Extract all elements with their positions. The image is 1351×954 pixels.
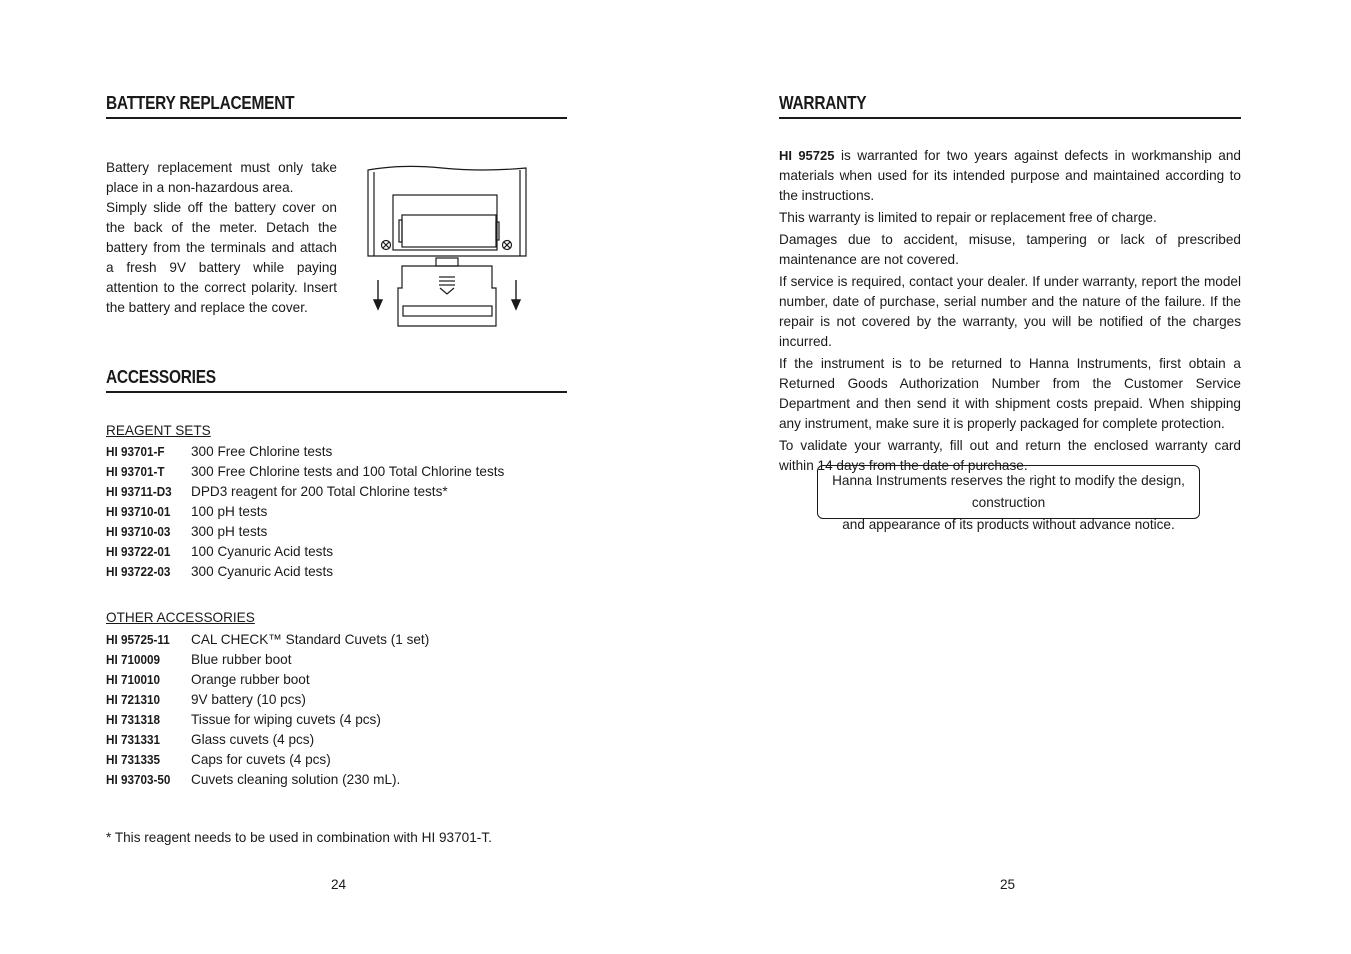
- warranty-paragraph-3: Damages due to accident, misuse, tampering or lack of prescribed maintenance are not covered.: [779, 232, 1241, 267]
- item-desc: DPD3 reagent for 200 Total Chlorine tests*: [191, 484, 448, 499]
- list-item: [106, 690, 429, 710]
- list-item: [106, 522, 504, 542]
- footnote: * This reagent needs to be used in combination with HI 93701-T.: [106, 830, 492, 845]
- page-number-left: 24: [331, 877, 347, 892]
- list-item: [106, 770, 429, 790]
- item-desc: Caps for cuvets (4 pcs): [191, 752, 331, 767]
- item-code: HI 731335: [106, 752, 160, 767]
- item-desc: Glass cuvets (4 pcs): [191, 732, 315, 747]
- item-code: HI 721310: [106, 692, 160, 707]
- list-item: [106, 542, 504, 562]
- warranty-text: [779, 146, 1241, 476]
- item-code: HI 95725-11: [106, 632, 170, 647]
- item-desc: Tissue for wiping cuvets (4 pcs): [191, 712, 381, 727]
- list-item: [106, 462, 504, 482]
- warranty-paragraph-5: If the instrument is to be returned to Hanna Instruments, first obtain a Returned Goods Authorization Number from the Customer Service Department and then send it with shipment costs prepaid. When shipping any instrument, make sure it is properly packaged for complete protection.: [779, 356, 1241, 431]
- battery-heading: BATTERY REPLACEMENT: [106, 93, 295, 113]
- list-item: [106, 442, 504, 462]
- item-code: HI 93710-03: [106, 524, 171, 539]
- list-item: [106, 482, 504, 502]
- list-item: [106, 710, 429, 730]
- reagent-sets-title: REAGENT SETS: [106, 423, 211, 438]
- battery-paragraph-2: Simply slide off the battery cover on the back of the meter. Detach the battery from the terminals and attach a fresh 9V battery while paying attention to the correct polarity. Insert the battery and replace the cover.: [106, 200, 337, 315]
- item-desc: Blue rubber boot: [191, 652, 292, 667]
- warranty-paragraph-2: This warranty is limited to repair or replacement free of charge.: [779, 210, 1157, 225]
- item-desc: 100 Cyanuric Acid tests: [191, 544, 334, 559]
- item-code: HI 710010: [106, 672, 160, 687]
- item-desc: 300 Cyanuric Acid tests: [191, 564, 334, 579]
- warranty-heading: WARRANTY: [779, 93, 867, 113]
- warranty-paragraph-1-text: is warranted for two years against defects in workmanship and materials when used for its intended purpose and maintained according to the instructions.: [779, 148, 1241, 203]
- item-desc: 100 pH tests: [191, 504, 268, 519]
- accessories-heading: ACCESSORIES: [106, 367, 216, 387]
- battery-paragraph-1: Battery replacement must only take place in a non-hazardous area.: [106, 160, 337, 195]
- battery-diagram: [362, 160, 534, 332]
- item-desc: CAL CHECK™ Standard Cuvets (1 set): [191, 632, 430, 647]
- item-code: HI 731331: [106, 732, 160, 747]
- reagent-list: [106, 442, 504, 582]
- notice-line-2: and appearance of its products without advance notice.: [842, 517, 1175, 532]
- list-item: [106, 502, 504, 522]
- item-desc: 300 Free Chlorine tests and 100 Total Chlorine tests: [191, 464, 505, 479]
- warranty-paragraph-1: [779, 146, 1241, 206]
- list-item: [106, 670, 429, 690]
- item-code: HI 93710-01: [106, 504, 171, 519]
- battery-heading-rule: [106, 117, 567, 119]
- item-code: HI 93701-F: [106, 444, 165, 459]
- item-code: HI 93722-01: [106, 544, 171, 559]
- list-item: [106, 750, 429, 770]
- list-item: [106, 650, 429, 670]
- item-code: HI 93711-D3: [106, 484, 172, 499]
- list-item: [106, 730, 429, 750]
- item-code: HI 93703-50: [106, 772, 171, 787]
- item-desc: Orange rubber boot: [191, 672, 310, 687]
- item-desc: 9V battery (10 pcs): [191, 692, 306, 707]
- page-number-right: 25: [1000, 877, 1016, 892]
- warranty-heading-rule: [779, 117, 1241, 119]
- item-desc: 300 Free Chlorine tests: [191, 444, 333, 459]
- item-code: HI 93701-T: [106, 464, 165, 479]
- warranty-paragraph-6: To validate your warranty, fill out and return the enclosed warranty card within 14 days from the date of purchase.: [779, 438, 1241, 473]
- list-item: [106, 630, 429, 650]
- other-accessories-list: [106, 630, 429, 790]
- item-desc: 300 pH tests: [191, 524, 268, 539]
- notice-box: [817, 465, 1200, 532]
- item-code: HI 93722-03: [106, 564, 171, 579]
- other-accessories-title: OTHER ACCESSORIES: [106, 610, 255, 625]
- item-code: HI 710009: [106, 652, 160, 667]
- model-number: HI 95725: [779, 148, 835, 163]
- item-desc: Cuvets cleaning solution (230 mL).: [191, 772, 401, 787]
- warranty-paragraph-4: If service is required, contact your dealer. If under warranty, report the model number, date of purchase, serial number and the nature of the failure. If the repair is not covered by the warranty, you will be notified of the charges incurred.: [779, 274, 1241, 349]
- accessories-heading-rule: [106, 391, 567, 393]
- item-code: HI 731318: [106, 712, 160, 727]
- battery-text: [106, 158, 337, 318]
- notice-line-1: Hanna Instruments reserves the right to modify the design, construction: [832, 473, 1185, 510]
- list-item: [106, 562, 504, 582]
